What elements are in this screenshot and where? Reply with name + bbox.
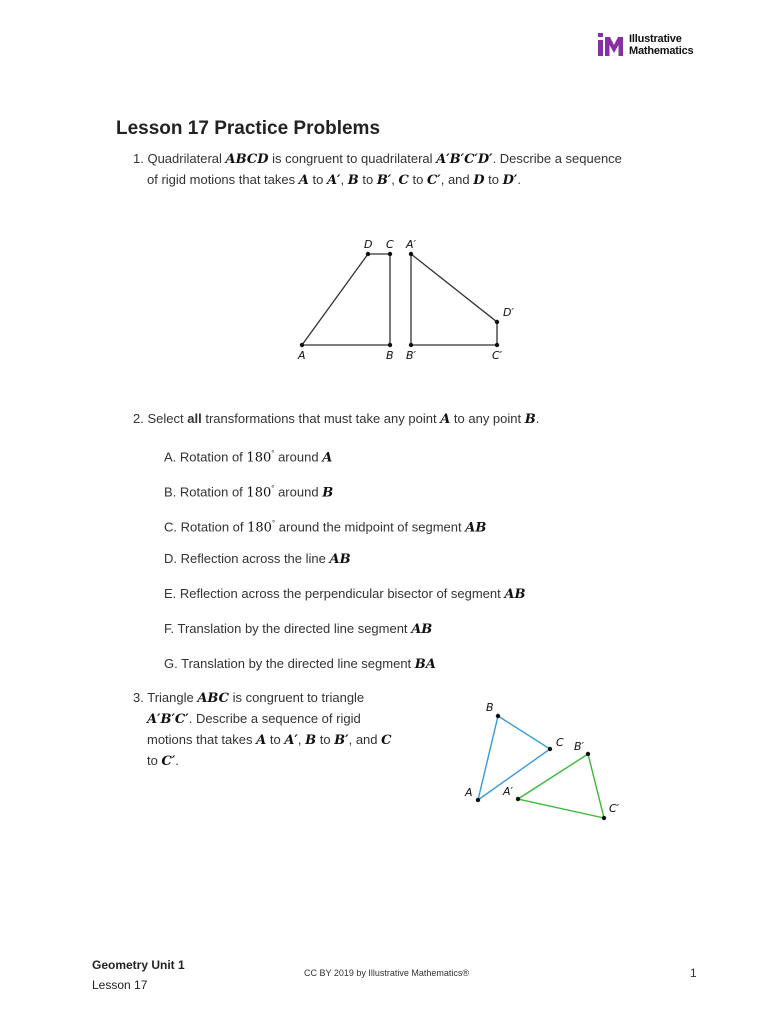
label-d-prime: D′ (503, 306, 514, 319)
math-number: 180 (247, 520, 272, 536)
point-a (476, 798, 480, 802)
math-point: B′ (334, 733, 349, 748)
question-text: , (297, 732, 302, 747)
option-text: Rotation of (180, 519, 244, 535)
question-text: to (412, 172, 424, 187)
logo-line-2: Mathematics (629, 44, 694, 57)
question-text: Select (147, 411, 184, 426)
label-c-prime: C′ (492, 349, 503, 362)
footer-course-info (92, 955, 185, 995)
option-text: Translation by the directed line segment (177, 621, 408, 636)
question-3-line-4 (133, 751, 433, 772)
question-number: 1. (133, 151, 144, 166)
point-a (300, 343, 304, 347)
question-text: to (147, 753, 158, 768)
math-point: A (298, 173, 309, 188)
question-2 (133, 409, 693, 430)
page-number: 1 (690, 966, 697, 980)
math-point: C (398, 173, 409, 188)
question-text: . (535, 411, 540, 426)
footer-license: CC BY 2019 by Illustrative Mathematics® (304, 968, 470, 978)
math-point: B (347, 173, 359, 188)
option-g[interactable] (164, 655, 436, 674)
question-text: transformations that must take any point (205, 411, 437, 426)
option-c[interactable] (164, 515, 486, 537)
label-b-prime: B′ (574, 740, 585, 753)
option-letter: E. (164, 586, 177, 601)
option-text: Reflection across the perpendicular bisector of segment (179, 586, 501, 601)
label-b: B (486, 701, 494, 714)
label-c: C (386, 238, 394, 251)
option-e[interactable] (164, 585, 525, 604)
triangle-abc (478, 716, 550, 800)
option-text: around (278, 449, 319, 465)
point-a-prime (409, 252, 413, 256)
math-point: B (305, 733, 317, 748)
question-text: motions that takes (147, 732, 253, 747)
math-point: A (322, 450, 333, 466)
label-d: D (364, 238, 373, 251)
option-text: Translation by the directed line segment (181, 656, 412, 671)
question-1-line-1 (133, 149, 673, 170)
option-text: around the midpoint of segment (278, 519, 462, 535)
point-c (548, 747, 552, 751)
triangle-figure (455, 695, 635, 830)
math-segment: AB (465, 520, 487, 536)
option-letter: F. (164, 621, 175, 636)
question-text: is congruent to quadrilateral (272, 151, 433, 166)
option-text: Rotation of (179, 484, 243, 500)
question-text: to (319, 732, 331, 747)
footer-course: Geometry Unit 1 (92, 958, 185, 972)
question-text: , (391, 172, 395, 187)
emphasis-all: all (187, 411, 202, 426)
math-segment: AB (411, 622, 433, 637)
math-number: 180 (246, 485, 272, 501)
question-text: to any point (453, 411, 522, 426)
point-a-prime (516, 797, 520, 801)
point-c-prime (602, 816, 606, 820)
math-point: B (322, 485, 334, 501)
option-b[interactable] (164, 480, 333, 502)
math-point: A′ (284, 733, 298, 748)
math-point: B′ (376, 173, 392, 188)
label-a: A (465, 786, 473, 799)
math-quad-prime: A′B′C′D′ (436, 152, 493, 167)
question-3-line-2 (133, 709, 433, 730)
question-text: Triangle (147, 690, 194, 705)
option-letter: C. (164, 519, 177, 535)
label-a-prime: A′ (503, 785, 514, 798)
math-number: 180 (246, 450, 272, 466)
math-segment: AB (329, 552, 351, 567)
illustrative-mathematics-logo (597, 33, 707, 59)
math-point: A (256, 733, 267, 748)
im-logo-icon (597, 33, 625, 57)
option-letter: G. (164, 656, 178, 671)
label-a: A (298, 349, 306, 362)
option-text: Rotation of (179, 449, 243, 465)
math-point: A (440, 412, 451, 427)
question-text: . (517, 172, 521, 187)
degree-symbol: ° (271, 449, 275, 458)
footer-lesson: Lesson 17 (92, 978, 148, 992)
question-text: . (175, 753, 179, 768)
option-d[interactable] (164, 550, 351, 569)
logo-line-1: Illustrative (629, 33, 682, 45)
math-triangle-prime: A′B′C′ (147, 712, 189, 727)
label-b: B (386, 349, 394, 362)
logo-wordmark (629, 34, 693, 57)
math-point: B (524, 412, 536, 427)
question-3-line-3 (133, 730, 433, 751)
point-b-prime (409, 343, 413, 347)
question-text: to (362, 172, 374, 187)
point-b (388, 343, 392, 347)
math-triangle-abc: ABC (197, 691, 230, 706)
math-point: C′ (426, 173, 441, 188)
question-text: , and (440, 172, 470, 187)
question-text: , and (348, 732, 378, 747)
option-a[interactable] (164, 445, 332, 467)
option-text: around (278, 484, 319, 500)
question-text: to (312, 172, 324, 187)
label-b-prime: B′ (406, 349, 417, 362)
question-text: , (340, 172, 345, 187)
question-text: is congruent to triangle (232, 690, 365, 705)
question-3 (133, 688, 433, 772)
option-letter: D. (164, 551, 177, 566)
math-segment: BA (414, 657, 436, 672)
math-point: C (381, 733, 392, 748)
math-point: D (473, 173, 485, 188)
question-text: of rigid motions that takes (147, 172, 296, 187)
point-b-prime (586, 752, 590, 756)
option-text: Reflection across the line (180, 551, 326, 566)
math-point: A′ (326, 173, 341, 188)
math-segment: AB (504, 587, 526, 602)
question-1-line-2 (133, 170, 673, 191)
point-d (366, 252, 370, 256)
triangle-prime (518, 754, 604, 818)
degree-symbol: ° (271, 484, 275, 493)
math-point: D′ (502, 173, 518, 188)
quadrilateral-figure (290, 230, 530, 370)
question-1 (133, 149, 673, 191)
quadrilateral-prime (411, 254, 497, 345)
point-c (388, 252, 392, 256)
math-quad-abcd: ABCD (225, 152, 269, 167)
option-f[interactable] (164, 620, 432, 639)
question-number: 2. (133, 411, 144, 426)
label-c-prime: C′ (609, 802, 620, 815)
degree-symbol: ° (271, 519, 276, 528)
label-a-prime: A′ (406, 238, 417, 251)
point-c-prime (495, 343, 499, 347)
question-text: . Describe a sequence (492, 151, 622, 166)
label-c: C (556, 736, 564, 749)
point-b (496, 714, 500, 718)
quadrilateral-abcd (302, 254, 390, 345)
question-text: Quadrilateral (147, 151, 222, 166)
question-text: to (488, 172, 500, 187)
point-d-prime (495, 320, 499, 324)
page-title: Lesson 17 Practice Problems (116, 118, 381, 139)
question-text: . Describe a sequence of rigid (188, 711, 361, 726)
option-letter: B. (164, 484, 177, 500)
option-letter: A. (164, 449, 177, 465)
math-point: C′ (161, 754, 176, 769)
question-3-line-1 (133, 688, 433, 709)
question-text: to (269, 732, 281, 747)
question-number: 3. (133, 690, 144, 705)
